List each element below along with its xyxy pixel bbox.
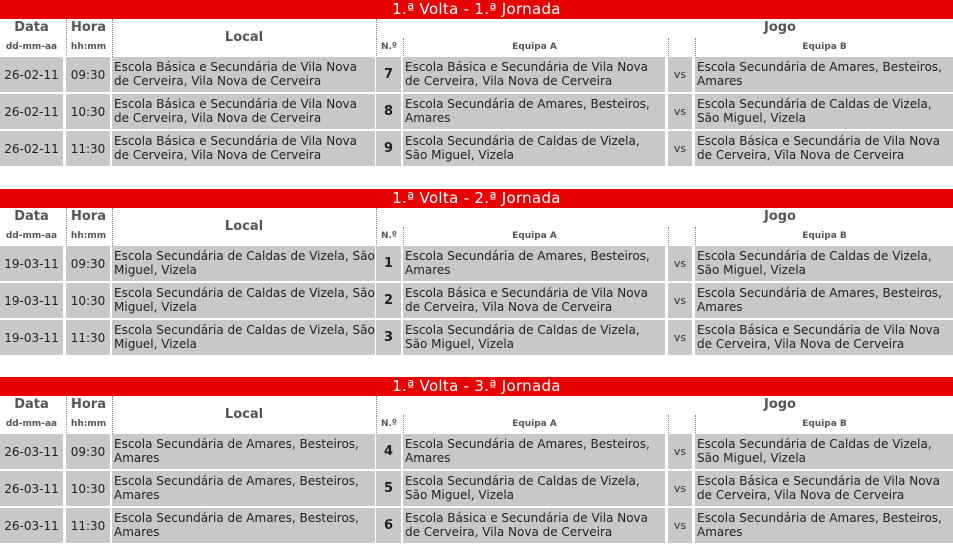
vs-label: vs	[668, 283, 692, 318]
game-time: 10:30	[66, 283, 110, 318]
game-local: Escola Secundária de Amares, Besteiros, Amares	[112, 471, 375, 506]
team-b: Escola Secundária de Caldas de Vizela, São Miguel, Vizela	[695, 434, 953, 469]
game-date: 26-03-11	[0, 434, 63, 469]
game-number: 2	[376, 283, 401, 318]
time-format: hh:mm	[66, 415, 110, 433]
team-a: Escola Básica e Secundária de Vila Nova de Cerveira, Vila Nova de Cerveira	[403, 283, 665, 318]
game-number: 4	[376, 434, 401, 469]
game-local: Escola Básica e Secundária de Vila Nova de Cerveira, Vila Nova de Cerveira	[112, 57, 375, 92]
team-b: Escola Secundária de Amares, Besteiros, Amares	[695, 283, 953, 318]
game-number: 7	[376, 57, 401, 92]
date-format: dd-mm-aa	[0, 227, 63, 245]
local-header: Local	[112, 208, 375, 246]
team-b-header: Equipa B	[695, 227, 953, 245]
time-header: Hora	[66, 208, 110, 226]
game-local: Escola Secundária de Caldas de Vizela, São Miguel, Vizela	[112, 246, 375, 281]
time-format: hh:mm	[66, 38, 110, 56]
round-section	[0, 0, 953, 170]
vs-label: vs	[668, 94, 692, 129]
game-date: 19-03-11	[0, 283, 63, 318]
vs-label: vs	[668, 57, 692, 92]
game-number: 5	[376, 471, 401, 506]
team-a-header: Equipa A	[403, 38, 665, 56]
round-title: 1.ª Volta - 1.ª Jornada	[0, 0, 953, 19]
vs-header-spacer	[668, 227, 692, 245]
game-time: 09:30	[66, 246, 110, 281]
game-time: 11:30	[66, 508, 110, 543]
game-date: 19-03-11	[0, 246, 63, 281]
team-a: Escola Básica e Secundária de Vila Nova de Cerveira, Vila Nova de Cerveira	[403, 57, 665, 92]
game-local: Escola Secundária de Amares, Besteiros, Amares	[112, 508, 375, 543]
team-a: Escola Secundária de Amares, Besteiros, Amares	[403, 434, 665, 469]
number-header: N.º	[376, 38, 401, 56]
time-format: hh:mm	[66, 227, 110, 245]
team-a-header: Equipa A	[403, 415, 665, 433]
team-b: Escola Secundária de Caldas de Vizela, São Miguel, Vizela	[695, 246, 953, 281]
round-section	[0, 377, 953, 547]
game-date: 26-03-11	[0, 471, 63, 506]
game-number: 3	[376, 320, 401, 355]
time-header: Hora	[66, 396, 110, 414]
game-date: 26-02-11	[0, 94, 63, 129]
team-a: Escola Secundária de Amares, Besteiros, Amares	[403, 246, 665, 281]
number-header: N.º	[376, 415, 401, 433]
team-a: Escola Secundária de Caldas de Vizela, São Miguel, Vizela	[403, 320, 665, 355]
game-local: Escola Básica e Secundária de Vila Nova de Cerveira, Vila Nova de Cerveira	[112, 131, 375, 166]
game-time: 10:30	[66, 94, 110, 129]
vs-label: vs	[668, 320, 692, 355]
team-a: Escola Secundária de Caldas de Vizela, São Miguel, Vizela	[403, 131, 665, 166]
game-local: Escola Secundária de Caldas de Vizela, São Miguel, Vizela	[112, 320, 375, 355]
date-format: dd-mm-aa	[0, 38, 63, 56]
vs-label: vs	[668, 508, 692, 543]
game-time: 09:30	[66, 434, 110, 469]
game-date: 26-02-11	[0, 131, 63, 166]
date-header: Data	[0, 208, 63, 226]
game-header: Jogo	[376, 19, 953, 37]
game-header: Jogo	[376, 208, 953, 226]
team-b-header: Equipa B	[695, 415, 953, 433]
time-header: Hora	[66, 19, 110, 37]
team-b: Escola Básica e Secundária de Vila Nova de Cerveira, Vila Nova de Cerveira	[695, 131, 953, 166]
game-number: 1	[376, 246, 401, 281]
date-format: dd-mm-aa	[0, 415, 63, 433]
local-header: Local	[112, 19, 375, 57]
game-local: Escola Secundária de Amares, Besteiros, Amares	[112, 434, 375, 469]
vs-label: vs	[668, 471, 692, 506]
game-number: 9	[376, 131, 401, 166]
game-number: 6	[376, 508, 401, 543]
game-local: Escola Básica e Secundária de Vila Nova de Cerveira, Vila Nova de Cerveira	[112, 94, 375, 129]
team-b: Escola Secundária de Caldas de Vizela, São Miguel, Vizela	[695, 94, 953, 129]
game-time: 10:30	[66, 471, 110, 506]
game-time: 11:30	[66, 131, 110, 166]
team-b: Escola Secundária de Amares, Besteiros, Amares	[695, 57, 953, 92]
game-date: 26-03-11	[0, 508, 63, 543]
game-time: 11:30	[66, 320, 110, 355]
round-title: 1.ª Volta - 2.ª Jornada	[0, 189, 953, 208]
game-number: 8	[376, 94, 401, 129]
vs-header-spacer	[668, 415, 692, 433]
game-date: 26-02-11	[0, 57, 63, 92]
vs-label: vs	[668, 246, 692, 281]
team-a-header: Equipa A	[403, 227, 665, 245]
team-b: Escola Secundária de Amares, Besteiros, Amares	[695, 508, 953, 543]
vs-header-spacer	[668, 38, 692, 56]
date-header: Data	[0, 19, 63, 37]
team-b-header: Equipa B	[695, 38, 953, 56]
team-b: Escola Básica e Secundária de Vila Nova de Cerveira, Vila Nova de Cerveira	[695, 320, 953, 355]
team-a: Escola Básica e Secundária de Vila Nova de Cerveira, Vila Nova de Cerveira	[403, 508, 665, 543]
number-header: N.º	[376, 227, 401, 245]
team-a: Escola Secundária de Amares, Besteiros, Amares	[403, 94, 665, 129]
round-title: 1.ª Volta - 3.ª Jornada	[0, 377, 953, 396]
date-header: Data	[0, 396, 63, 414]
game-header: Jogo	[376, 396, 953, 414]
round-section	[0, 189, 953, 359]
team-a: Escola Secundária de Caldas de Vizela, São Miguel, Vizela	[403, 471, 665, 506]
local-header: Local	[112, 396, 375, 434]
vs-label: vs	[668, 434, 692, 469]
vs-label: vs	[668, 131, 692, 166]
team-b: Escola Básica e Secundária de Vila Nova de Cerveira, Vila Nova de Cerveira	[695, 471, 953, 506]
game-local: Escola Secundária de Caldas de Vizela, São Miguel, Vizela	[112, 283, 375, 318]
game-date: 19-03-11	[0, 320, 63, 355]
game-time: 09:30	[66, 57, 110, 92]
